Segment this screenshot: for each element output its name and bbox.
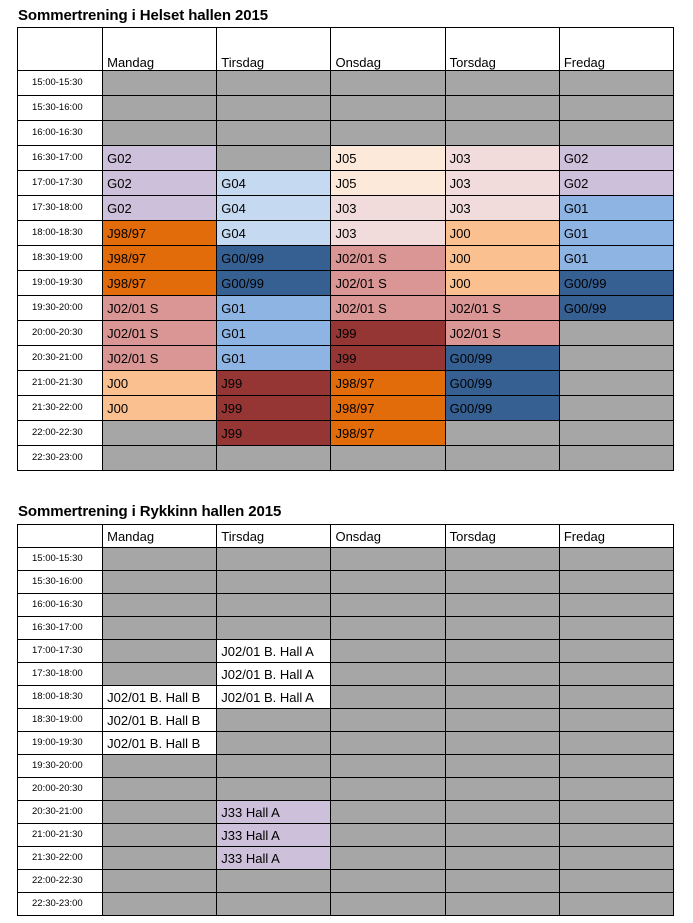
time-slot-label: 20:30-21:00 [18, 346, 103, 371]
schedule-cell: J02/01 B. Hall B [103, 709, 217, 732]
time-slot-label: 15:30-16:00 [18, 96, 103, 121]
schedule-cell: J98/97 [103, 246, 217, 271]
empty-schedule-cell [217, 778, 331, 801]
empty-schedule-cell [331, 893, 445, 916]
empty-schedule-cell [331, 870, 445, 893]
schedule-cell: G04 [217, 221, 331, 246]
empty-schedule-cell [445, 870, 559, 893]
schedule-cell: J02/01 S [445, 296, 559, 321]
time-slot-label: 15:00-15:30 [18, 71, 103, 96]
day-header-onsdag: Onsdag [331, 28, 445, 71]
empty-schedule-cell [445, 709, 559, 732]
time-slot-label: 20:00-20:30 [18, 778, 103, 801]
schedule-cell: J98/97 [331, 396, 445, 421]
time-slot-label: 16:30-17:00 [18, 617, 103, 640]
table-row [18, 221, 674, 246]
schedule-cell: G01 [559, 246, 673, 271]
schedule-cell: J02/01 S [445, 321, 559, 346]
table-row [18, 146, 674, 171]
time-slot-label: 19:00-19:30 [18, 271, 103, 296]
empty-schedule-cell [331, 71, 445, 96]
empty-schedule-cell [217, 96, 331, 121]
schedule-cell: G04 [217, 171, 331, 196]
helset-table-body [18, 28, 674, 471]
schedule-cell: J99 [217, 396, 331, 421]
empty-schedule-cell [445, 778, 559, 801]
time-slot-label: 16:30-17:00 [18, 146, 103, 171]
empty-schedule-cell [445, 594, 559, 617]
empty-schedule-cell [445, 121, 559, 146]
schedule-cell: J98/97 [331, 371, 445, 396]
time-slot-label: 22:00-22:30 [18, 421, 103, 446]
empty-schedule-cell [559, 371, 673, 396]
schedule-cell: J02/01 S [331, 296, 445, 321]
schedule-cell: J03 [331, 221, 445, 246]
schedule-cell: G01 [559, 221, 673, 246]
empty-schedule-cell [559, 321, 673, 346]
empty-schedule-cell [559, 617, 673, 640]
schedule-cell: J00 [445, 246, 559, 271]
schedule-cell: J99 [217, 371, 331, 396]
rykkinn-table-body [18, 525, 674, 916]
table-row [18, 893, 674, 916]
empty-schedule-cell [559, 71, 673, 96]
table-row [18, 824, 674, 847]
schedule-cell: J02/01 S [331, 246, 445, 271]
empty-schedule-cell [217, 709, 331, 732]
table-row [18, 663, 674, 686]
table-row [18, 371, 674, 396]
empty-schedule-cell [103, 870, 217, 893]
empty-schedule-cell [103, 571, 217, 594]
helset-schedule-table [17, 27, 674, 471]
empty-schedule-cell [217, 146, 331, 171]
schedule-cell: G01 [217, 346, 331, 371]
empty-schedule-cell [559, 847, 673, 870]
time-slot-label: 18:30-19:00 [18, 709, 103, 732]
time-slot-label: 22:30-23:00 [18, 446, 103, 471]
table-row [18, 421, 674, 446]
empty-schedule-cell [559, 346, 673, 371]
empty-schedule-cell [559, 732, 673, 755]
time-slot-label: 21:00-21:30 [18, 824, 103, 847]
empty-schedule-cell [331, 755, 445, 778]
table-row [18, 246, 674, 271]
table-row [18, 732, 674, 755]
schedule-cell: J02/01 S [103, 346, 217, 371]
table-row [18, 446, 674, 471]
empty-schedule-cell [217, 594, 331, 617]
schedule-cell: G04 [217, 196, 331, 221]
schedule-cell: G02 [103, 196, 217, 221]
empty-schedule-cell [217, 893, 331, 916]
schedule-cell: J98/97 [331, 421, 445, 446]
day-header-tirsdag: Tirsdag [217, 28, 331, 71]
schedule-cell: J02/01 B. Hall A [217, 640, 331, 663]
time-slot-label: 21:00-21:30 [18, 371, 103, 396]
day-header-mandag: Mandag [103, 525, 217, 548]
time-slot-label: 17:30-18:00 [18, 196, 103, 221]
empty-schedule-cell [217, 617, 331, 640]
time-slot-label: 15:30-16:00 [18, 571, 103, 594]
table-row [18, 594, 674, 617]
schedule-cell: J02/01 B. Hall B [103, 686, 217, 709]
schedule-cell: J02/01 B. Hall A [217, 686, 331, 709]
table-row [18, 617, 674, 640]
empty-schedule-cell [559, 663, 673, 686]
schedule-cell: J02/01 S [103, 296, 217, 321]
empty-schedule-cell [559, 396, 673, 421]
time-slot-label: 16:00-16:30 [18, 121, 103, 146]
empty-schedule-cell [217, 571, 331, 594]
rykkinn-title: Sommertrening i Rykkinn hallen 2015 [18, 503, 282, 520]
table-row [18, 755, 674, 778]
empty-schedule-cell [103, 893, 217, 916]
table-row [18, 321, 674, 346]
empty-schedule-cell [445, 663, 559, 686]
empty-schedule-cell [559, 446, 673, 471]
empty-schedule-cell [445, 732, 559, 755]
table-row [18, 171, 674, 196]
time-slot-label: 17:30-18:00 [18, 663, 103, 686]
day-header-torsdag: Torsdag [445, 525, 559, 548]
rykkinn-schedule-table [17, 524, 674, 916]
schedule-cell: G02 [103, 146, 217, 171]
schedule-cell: J05 [331, 146, 445, 171]
schedule-cell: G00/99 [445, 396, 559, 421]
empty-schedule-cell [559, 778, 673, 801]
empty-schedule-cell [103, 755, 217, 778]
empty-schedule-cell [445, 617, 559, 640]
empty-schedule-cell [445, 421, 559, 446]
empty-schedule-cell [103, 801, 217, 824]
empty-schedule-cell [331, 778, 445, 801]
empty-schedule-cell [331, 548, 445, 571]
time-slot-label: 17:00-17:30 [18, 171, 103, 196]
table-row [18, 71, 674, 96]
empty-schedule-cell [103, 594, 217, 617]
schedule-cell: J03 [445, 196, 559, 221]
empty-schedule-cell [103, 824, 217, 847]
time-slot-label: 16:00-16:30 [18, 594, 103, 617]
schedule-cell: G02 [559, 171, 673, 196]
schedule-cell: J33 Hall A [217, 824, 331, 847]
time-slot-label: 19:30-20:00 [18, 755, 103, 778]
empty-schedule-cell [103, 640, 217, 663]
empty-schedule-cell [103, 847, 217, 870]
empty-schedule-cell [217, 732, 331, 755]
empty-schedule-cell [559, 421, 673, 446]
empty-schedule-cell [559, 548, 673, 571]
schedule-cell: G02 [559, 146, 673, 171]
empty-schedule-cell [103, 421, 217, 446]
empty-schedule-cell [103, 71, 217, 96]
empty-schedule-cell [559, 755, 673, 778]
empty-schedule-cell [559, 686, 673, 709]
schedule-cell: J03 [331, 196, 445, 221]
schedule-cell: J99 [331, 321, 445, 346]
empty-schedule-cell [445, 71, 559, 96]
table-row [18, 346, 674, 371]
schedule-cell: J99 [217, 421, 331, 446]
day-header-mandag: Mandag [103, 28, 217, 71]
time-slot-label: 20:30-21:00 [18, 801, 103, 824]
header-row [18, 525, 674, 548]
empty-schedule-cell [559, 870, 673, 893]
schedule-cell: J03 [445, 146, 559, 171]
empty-schedule-cell [445, 686, 559, 709]
empty-schedule-cell [103, 446, 217, 471]
empty-schedule-cell [559, 594, 673, 617]
time-slot-label: 21:30-22:00 [18, 847, 103, 870]
schedule-cell: J00 [445, 221, 559, 246]
empty-schedule-cell [331, 640, 445, 663]
time-slot-label: 18:00-18:30 [18, 686, 103, 709]
table-row [18, 196, 674, 221]
schedule-cell: G00/99 [217, 246, 331, 271]
empty-schedule-cell [559, 824, 673, 847]
schedule-cell: J02/01 S [331, 271, 445, 296]
schedule-cell: J98/97 [103, 221, 217, 246]
schedule-cell: J02/01 B. Hall A [217, 663, 331, 686]
empty-schedule-cell [331, 801, 445, 824]
schedule-cell: G00/99 [559, 296, 673, 321]
empty-schedule-cell [445, 96, 559, 121]
empty-schedule-cell [103, 121, 217, 146]
schedule-cell: J00 [445, 271, 559, 296]
empty-schedule-cell [445, 801, 559, 824]
empty-schedule-cell [331, 617, 445, 640]
table-row [18, 96, 674, 121]
schedule-cell: J02/01 B. Hall B [103, 732, 217, 755]
time-slot-label: 17:00-17:30 [18, 640, 103, 663]
time-slot-label: 22:30-23:00 [18, 893, 103, 916]
empty-schedule-cell [445, 824, 559, 847]
table-row [18, 640, 674, 663]
empty-schedule-cell [331, 96, 445, 121]
empty-schedule-cell [445, 847, 559, 870]
empty-schedule-cell [217, 121, 331, 146]
schedule-cell: G01 [217, 296, 331, 321]
schedule-cell: J00 [103, 371, 217, 396]
empty-schedule-cell [445, 640, 559, 663]
day-header-onsdag: Onsdag [331, 525, 445, 548]
empty-schedule-cell [217, 446, 331, 471]
table-row [18, 709, 674, 732]
day-header-torsdag: Torsdag [445, 28, 559, 71]
empty-schedule-cell [559, 121, 673, 146]
empty-schedule-cell [331, 121, 445, 146]
schedule-cell: J02/01 S [103, 321, 217, 346]
schedule-cell: G00/99 [445, 371, 559, 396]
empty-schedule-cell [331, 571, 445, 594]
table-row [18, 801, 674, 824]
empty-schedule-cell [445, 446, 559, 471]
schedule-cell: J98/97 [103, 271, 217, 296]
empty-schedule-cell [331, 686, 445, 709]
corner-cell [18, 28, 103, 71]
schedule-cell: G02 [103, 171, 217, 196]
table-row [18, 296, 674, 321]
empty-schedule-cell [331, 824, 445, 847]
schedule-cell: J05 [331, 171, 445, 196]
schedule-cell: J03 [445, 171, 559, 196]
empty-schedule-cell [331, 446, 445, 471]
empty-schedule-cell [103, 96, 217, 121]
schedule-cell: G00/99 [445, 346, 559, 371]
schedule-cell: J33 Hall A [217, 847, 331, 870]
schedule-cell: J99 [331, 346, 445, 371]
empty-schedule-cell [331, 663, 445, 686]
schedule-cell: G00/99 [217, 271, 331, 296]
empty-schedule-cell [103, 617, 217, 640]
empty-schedule-cell [445, 755, 559, 778]
empty-schedule-cell [559, 571, 673, 594]
empty-schedule-cell [103, 778, 217, 801]
time-slot-label: 15:00-15:30 [18, 548, 103, 571]
time-slot-label: 19:00-19:30 [18, 732, 103, 755]
empty-schedule-cell [559, 709, 673, 732]
corner-cell [18, 525, 103, 548]
empty-schedule-cell [331, 732, 445, 755]
empty-schedule-cell [445, 571, 559, 594]
table-row [18, 271, 674, 296]
empty-schedule-cell [217, 870, 331, 893]
empty-schedule-cell [103, 548, 217, 571]
empty-schedule-cell [217, 755, 331, 778]
day-header-tirsdag: Tirsdag [217, 525, 331, 548]
empty-schedule-cell [217, 71, 331, 96]
table-row [18, 870, 674, 893]
time-slot-label: 22:00-22:30 [18, 870, 103, 893]
time-slot-label: 21:30-22:00 [18, 396, 103, 421]
table-row [18, 778, 674, 801]
schedule-cell: G01 [559, 196, 673, 221]
table-row [18, 548, 674, 571]
table-row [18, 847, 674, 870]
empty-schedule-cell [445, 893, 559, 916]
empty-schedule-cell [331, 847, 445, 870]
empty-schedule-cell [559, 801, 673, 824]
time-slot-label: 18:00-18:30 [18, 221, 103, 246]
table-row [18, 396, 674, 421]
header-row [18, 28, 674, 71]
time-slot-label: 20:00-20:30 [18, 321, 103, 346]
empty-schedule-cell [445, 548, 559, 571]
schedule-cell: G00/99 [559, 271, 673, 296]
empty-schedule-cell [559, 640, 673, 663]
day-header-fredag: Fredag [559, 28, 673, 71]
table-row [18, 571, 674, 594]
empty-schedule-cell [559, 893, 673, 916]
empty-schedule-cell [217, 548, 331, 571]
time-slot-label: 18:30-19:00 [18, 246, 103, 271]
empty-schedule-cell [103, 663, 217, 686]
schedule-cell: J00 [103, 396, 217, 421]
empty-schedule-cell [559, 96, 673, 121]
empty-schedule-cell [331, 594, 445, 617]
table-row [18, 686, 674, 709]
table-row [18, 121, 674, 146]
empty-schedule-cell [331, 709, 445, 732]
schedule-cell: J33 Hall A [217, 801, 331, 824]
schedule-cell: G01 [217, 321, 331, 346]
day-header-fredag: Fredag [559, 525, 673, 548]
time-slot-label: 19:30-20:00 [18, 296, 103, 321]
helset-title: Sommertrening i Helset hallen 2015 [18, 7, 269, 24]
